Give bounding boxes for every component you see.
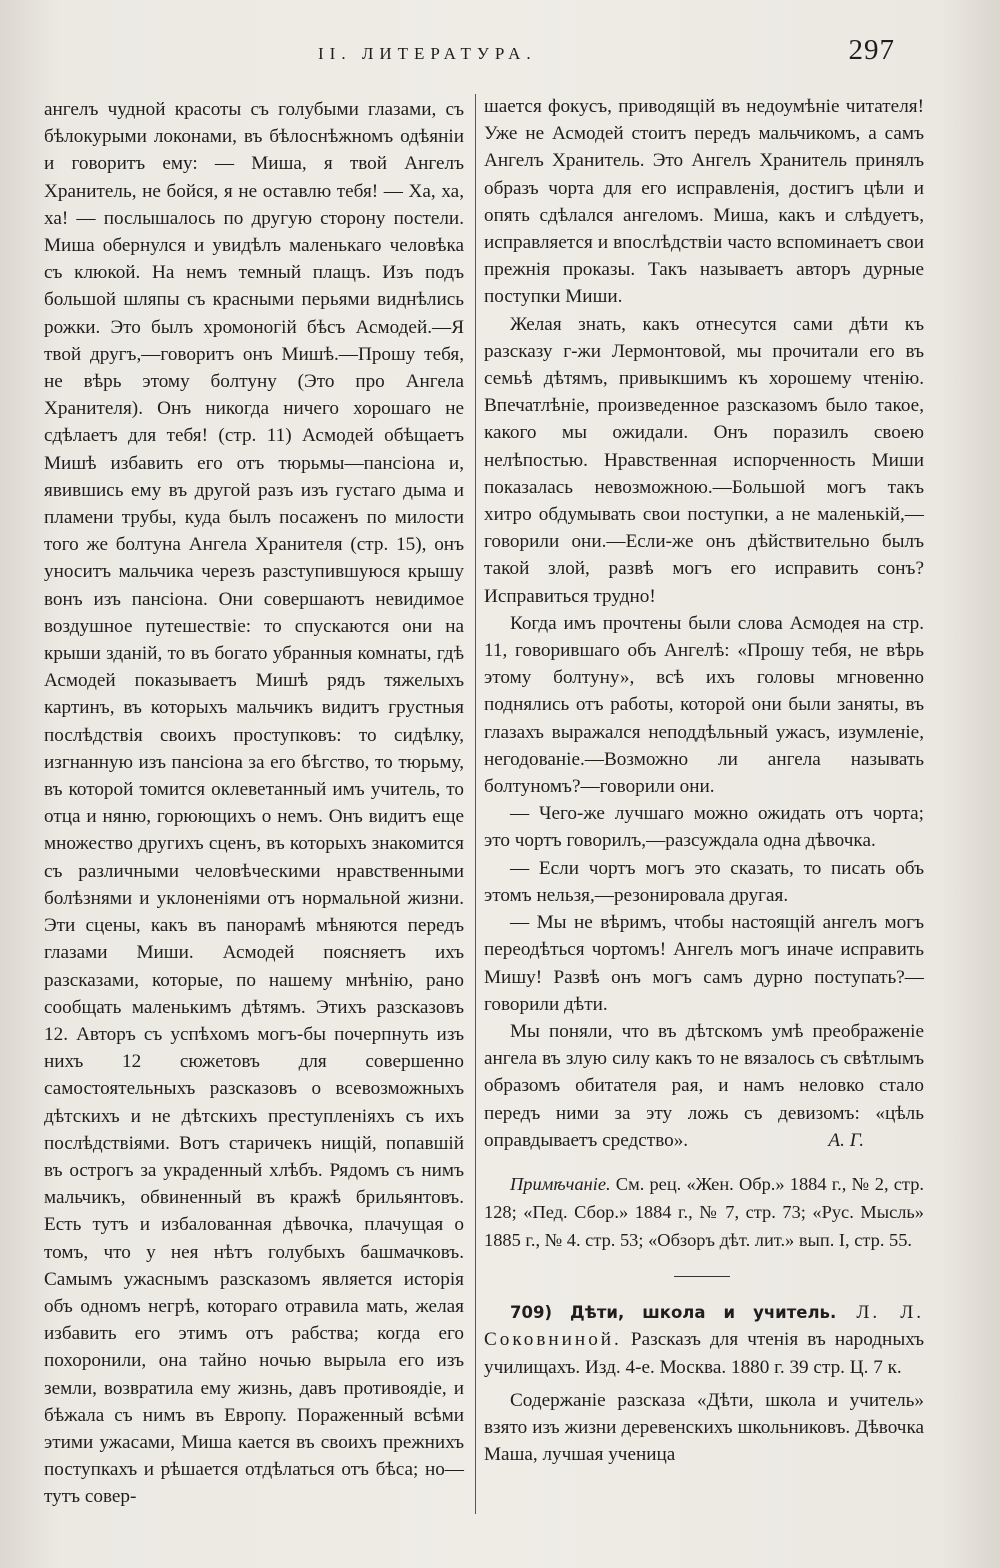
author-signature: А. Г. xyxy=(828,1129,864,1151)
footnote-label: Примѣчаніе. xyxy=(510,1174,611,1195)
dialogue-line-3: — Мы не вѣримъ, чтобы настоящій ангелъ могъ переодѣться чортомъ! Ангелъ могъ иначе исправить Мишу! Развѣ онъ могъ самъ дурно поступать?—говорили дѣти. xyxy=(484,912,924,1015)
entry-title: Дѣти, школа и учитель. xyxy=(551,1303,837,1323)
paragraph-continuation: шается фокусъ, приводящій въ недоумѣніе читателя! Уже не Асмодей стоитъ передъ мальчикомъ, а самъ Ангелъ Хранитель. Это Ангелъ Хранитель принялъ образъ чорта для его исправленія, достигъ цѣли и опять сдѣлался ангеломъ. Миша, какъ и слѣдуетъ, исправляется и впослѣдствіи часто вспоминаетъ свои прежнія проказы. Такъ называетъ авторъ дурные поступки Миши. xyxy=(484,96,924,308)
running-header xyxy=(0,34,1000,74)
page-number: 297 xyxy=(848,34,895,66)
dialogue-line-1: — Чего-же лучшаго можно ожидать отъ чорта; это чортъ говорилъ,—разсуждала одна дѣвочка. xyxy=(484,803,924,852)
entry-details: Разсказъ для чтенія въ народныхъ училищахъ. Изд. 4-е. Москва. 1880 г. 39 стр. Ц. 7 к. xyxy=(484,1329,924,1378)
paragraph-summary: Содержаніе разсказа «Дѣти, школа и учитель» взято изъ жизни деревенскихъ школьниковъ. Дѣвочка Маша, лучшая ученица xyxy=(484,1389,924,1466)
footnote-text: См. рец. «Жен. Обр.» 1884 г., № 2, стр. 128; «Пед. Сбор.» 1884 г., № 7, стр. 73; «Рус. Мысль» 1885 г., № 4. стр. 53; «Обзоръ дѣт. лит.» вып. I, стр. 55. xyxy=(484,1174,924,1251)
section-divider xyxy=(674,1276,730,1277)
footnote xyxy=(484,1170,924,1254)
dialogue-line-2: — Если чортъ могъ это сказать, то писать объ этомъ нельзя,—резонировала другая. xyxy=(484,857,924,906)
bibliography-entry xyxy=(484,1299,924,1381)
paragraph-reaction: Когда имъ прочтены были слова Асмодея на стр. 11, говорившаго объ Ангелѣ: «Прошу тебя, не вѣрь этому болтуну», всѣ ихъ головы мгновенно поднялись отъ работы, которой они были заняты, въ глазахъ выражался неподдѣльный ужасъ, изумленіе, негодованіе.—Возможно ли ангела называть болтуномъ?—говорили они. xyxy=(484,612,924,798)
entry-author: Л. Л. Соковниной. xyxy=(484,1302,925,1351)
right-column xyxy=(484,93,924,1468)
paragraph-conclusion: Мы поняли, что въ дѣтскомъ умѣ преображеніе ангела въ злую силу какъ то не вязалось съ свѣтлымъ образомъ обитателя рая, и намъ неловко стало передъ ними за эту ложь съ девизомъ: «цѣль оправдываетъ средство». xyxy=(484,1020,924,1151)
section-title: II. ЛИТЕРАТУРА. xyxy=(318,44,537,63)
column-rule xyxy=(475,94,476,1514)
paragraph-reading: Желая знать, какъ отнесутся сами дѣти къ разсказу г-жи Лермонтовой, мы прочитали его въ семьѣ дѣтямъ, привыкшимъ къ хорошему чтенію. Впечатлѣніе, произведенное разсказомъ было такое, какого мы ожидали. Онъ поразилъ своею нелѣпостью. Нравственная испорченность Миши показалась невозможною.—Большой могъ такъ хитро обдумывать свои поступки, а не маленькій,—говорили они.—Если-же онъ дѣйствительно былъ такой злой, развѣ могъ его исправить сонъ? Исправиться трудно! xyxy=(484,313,924,607)
left-paragraph: ангелъ чудной красоты съ голубыми глазами, съ бѣлокурыми локонами, въ бѣлоснѣжномъ одѣяніи и говоритъ ему: — Миша, я твой Ангелъ Хранитель, не бойся, я не оставлю тебя! — Ха, ха, ха! — послышалось по другую сторону постели. Миша обернулся и увидѣлъ маленькаго человѣка съ клюкой. На немъ темный плащъ. Изъ подъ большой шляпы съ красными перьями виднѣлись рожки. Это былъ хромоногій бѣсъ Асмодей.—Я твой другъ,—говоритъ онъ Мишѣ.—Прошу тебя, не вѣрь этому болтуну (Это про Ангела Хранителя). Онъ никогда ничего хорошаго не сдѣлаетъ для тебя! (стр. 11) Асмодей обѣщаетъ Мишѣ избавить его отъ тюрьмы—пансіона и, явившись ему въ другой разъ изъ густаго дыма и пламени трубы, куда былъ посаженъ по милости того же болтуна Ангела Хранителя (стр. 15), онъ уноситъ мальчика черезъ разступившуюся крышу вонъ изъ пансіона. Они совершаютъ невидимое воздушное путешествіе: то спускаются они на крыши зданій, то въ богато убранныя комнаты, гдѣ Асмодей показываетъ Мишѣ рядъ тяжелыхъ картинъ, въ которыхъ мальчикъ видитъ грустныя послѣдствія своихъ проступковъ: то сидѣлку, изгнанную изъ пансіона за его бѣгство, то тюрьму, въ которой томится оклеветанный имъ учитель, то отца и няню, горюющихъ о немъ. Онъ видитъ еще множество другихъ сценъ, въ которыхъ знакомится съ различными человѣческими нравственными болѣзнями и уклоненіями отъ нормальной жизни. Эти сцены, какъ въ панорамѣ мѣняются передъ глазами Миши. Асмодей поясняетъ ихъ разсказами, которые, по нашему мнѣнію, рано сообщать маленькимъ дѣтямъ. Этихъ разсказовъ 12. Авторъ съ успѣхомъ могъ-бы почерпнуть изъ нихъ 12 сюжетовъ для совершенно самостоятельныхъ разсказовъ о всевозможныхъ дѣтскихъ и не дѣтскихъ преступленіяхъ съ ихъ послѣдствіями. Вотъ старичекъ нищій, попавшій въ острогъ за украденный хлѣбъ. Рядомъ съ нимъ мальчикъ, обвиненный въ кражѣ брильянтовъ. Есть тутъ и избалованная дѣвочка, плачущая о томъ, что у нея нѣтъ голубыхъ башмачковъ. Самымъ ужаснымъ разсказомъ является исторія объ одномъ негрѣ, котораго отравила мать, желая избавить его этимъ отъ рабства; когда его похоронили, она тайно ночью вырыла его изъ земли, возвратила ему жизнь, давъ противоядіе, и бѣжала съ нимъ въ Европу. Пораженный всѣми этими ужасами, Миша кается въ своихъ прежнихъ поступкахъ и рѣшается отдѣлаться отъ бѣса; но—тутъ совер- xyxy=(44,99,464,1508)
left-column xyxy=(44,96,464,1511)
entry-number: 709) xyxy=(510,1303,552,1323)
